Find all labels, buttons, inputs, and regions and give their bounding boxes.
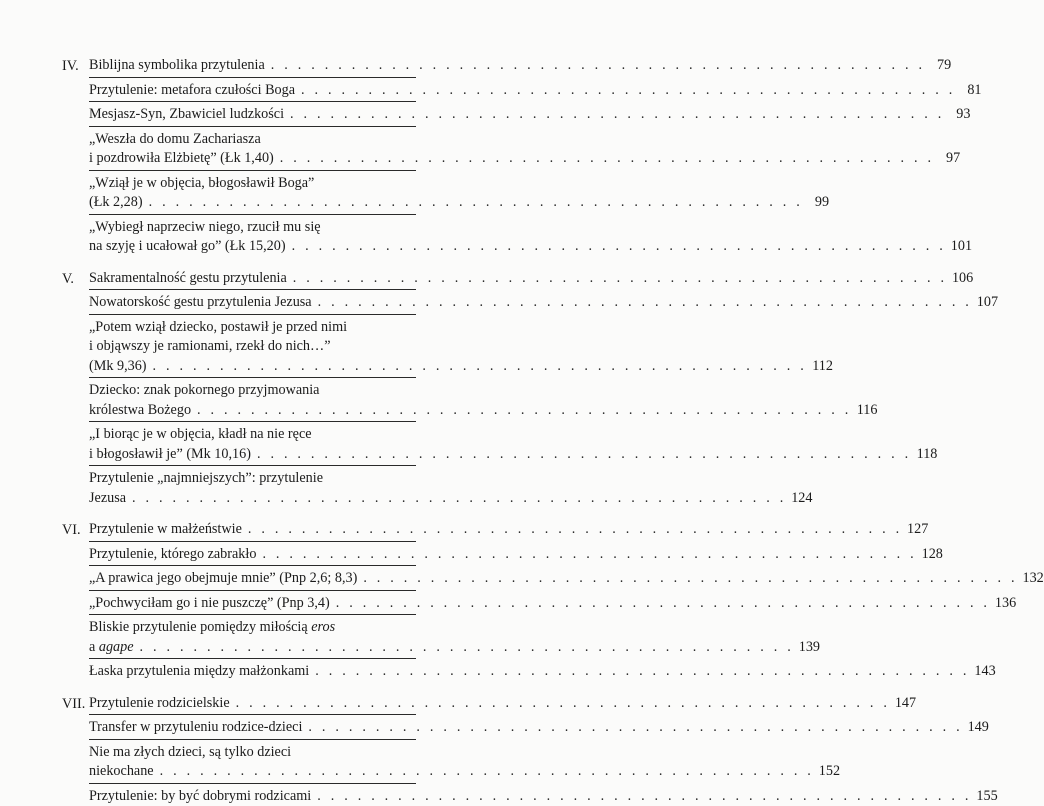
dot-leader: . . . . . . . . . . . . . . . . . . . . . . . . . . . . . . . . . . . . . . . . . . . . . . . . . — [317, 787, 971, 806]
chapter-title-row[interactable] — [89, 520, 416, 540]
entry-text: Jezusa — [89, 489, 126, 509]
page-number: 132 — [1022, 569, 1044, 589]
entry-text: „Weszła do domu Zachariasza — [89, 130, 416, 150]
divider — [89, 565, 416, 566]
page-number: 81 — [960, 81, 982, 101]
divider — [89, 289, 416, 290]
dot-leader: . . . . . . . . . . . . . . . . . . . . . . . . . . . . . . . . . . . . . . . . . . . . . . . . . — [336, 594, 990, 614]
entry-text: Nowatorskość gestu przytulenia Jezusa — [89, 293, 312, 313]
entry-text: Przytulenie rodzicielskie — [89, 694, 230, 714]
divider — [89, 377, 416, 378]
toc-entry[interactable] — [89, 718, 416, 738]
chapter-title-row[interactable] — [89, 56, 416, 76]
page-number: 99 — [807, 193, 829, 213]
dot-leader: . . . . . . . . . . . . . . . . . . . . . . . . . . . . . . . . . . . . . . . . . . . . . . . . . — [149, 193, 803, 213]
toc-entry[interactable] — [89, 218, 416, 257]
page-number: 155 — [976, 787, 998, 806]
divider — [89, 658, 416, 659]
page-number: 97 — [938, 149, 960, 169]
entry-text: „Wziął je w objęcia, błogosławił Boga” — [89, 174, 416, 194]
toc-chapter — [56, 56, 416, 257]
divider — [89, 783, 416, 784]
dot-leader: . . . . . . . . . . . . . . . . . . . . . . . . . . . . . . . . . . . . . . . . . . . . . . . . . — [363, 569, 1017, 589]
toc-entry[interactable] — [89, 174, 416, 213]
toc-entry[interactable] — [89, 130, 416, 169]
divider — [89, 170, 416, 171]
entry-text: Przytulenie: by być dobrymi rodzicami — [89, 787, 311, 806]
dot-leader: . . . . . . . . . . . . . . . . . . . . . . . . . . . . . . . . . . . . . . . . . . . . . . . . . — [280, 149, 934, 169]
page-number: 118 — [915, 445, 937, 465]
entry-text: Łaska przytulenia między małżonkami — [89, 662, 309, 682]
dot-leader: . . . . . . . . . . . . . . . . . . . . . . . . . . . . . . . . . . . . . . . . . . . . . . . . . — [301, 81, 955, 101]
entry-text: Transfer w przytuleniu rodzice-dzieci — [89, 718, 302, 738]
dot-leader: . . . . . . . . . . . . . . . . . . . . . . . . . . . . . . . . . . . . . . . . . . . . . . . . . — [140, 638, 794, 658]
toc-entry[interactable] — [89, 81, 416, 101]
toc-entry[interactable] — [89, 381, 416, 420]
dot-leader: . . . . . . . . . . . . . . . . . . . . . . . . . . . . . . . . . . . . . . . . . . . . . . . . . — [290, 105, 944, 125]
page-number: 149 — [967, 718, 989, 738]
toc-entry[interactable] — [89, 545, 416, 565]
page-number: 116 — [856, 401, 878, 421]
toc-chapter — [56, 694, 416, 806]
page-number: 136 — [994, 594, 1016, 614]
page-number: 124 — [790, 489, 812, 509]
entry-text: niekochane — [89, 762, 154, 782]
page-number: 152 — [818, 762, 840, 782]
chapter-numeral: V. — [62, 269, 88, 289]
table-of-contents — [56, 56, 416, 806]
entry-text: Nie ma złych dzieci, są tylko dzieci — [89, 743, 416, 763]
chapter-subsections — [89, 289, 416, 508]
dot-leader: . . . . . . . . . . . . . . . . . . . . . . . . . . . . . . . . . . . . . . . . . . . . . . . . . — [160, 762, 814, 782]
entry-text: Przytulenie w małżeństwie — [89, 520, 242, 540]
entry-text: Biblijna symbolika przytulenia — [89, 56, 265, 76]
page-number: 79 — [929, 56, 951, 76]
page-number: 127 — [906, 520, 928, 540]
entry-text: Przytulenie „najmniejszych”: przytulenie — [89, 469, 416, 489]
page-number: 139 — [798, 638, 820, 658]
dot-leader: . . . . . . . . . . . . . . . . . . . . . . . . . . . . . . . . . . . . . . . . . . . . . . . . . — [197, 401, 851, 421]
entry-text: a agape — [89, 638, 134, 658]
page-number: 128 — [921, 545, 943, 565]
dot-leader: . . . . . . . . . . . . . . . . . . . . . . . . . . . . . . . . . . . . . . . . . . . . . . . . . — [308, 718, 962, 738]
dot-leader: . . . . . . . . . . . . . . . . . . . . . . . . . . . . . . . . . . . . . . . . . . . . . . . . . — [153, 357, 807, 377]
chapter-numeral: IV. — [62, 56, 88, 76]
dot-leader: . . . . . . . . . . . . . . . . . . . . . . . . . . . . . . . . . . . . . . . . . . . . . . . . . — [315, 662, 969, 682]
toc-entry[interactable] — [89, 293, 416, 313]
dot-leader: . . . . . . . . . . . . . . . . . . . . . . . . . . . . . . . . . . . . . . . . . . . . . . . . . — [132, 489, 786, 509]
page-number: 112 — [811, 357, 833, 377]
toc-entry[interactable] — [89, 425, 416, 464]
chapter-subsections — [89, 714, 416, 806]
entry-text: i pozdrowiła Elżbietę” (Łk 1,40) — [89, 149, 274, 169]
toc-entry[interactable] — [89, 743, 416, 782]
divider — [89, 126, 416, 127]
page-number: 101 — [950, 237, 972, 257]
chapter-title-row[interactable] — [89, 269, 416, 289]
divider — [89, 714, 416, 715]
entry-text: na szyję i ucałował go” (Łk 15,20) — [89, 237, 286, 257]
toc-entry[interactable] — [89, 105, 416, 125]
divider — [89, 77, 416, 78]
toc-entry[interactable] — [89, 662, 416, 682]
entry-text: Mesjasz-Syn, Zbawiciel ludzkości — [89, 105, 284, 125]
entry-text: i objąwszy je ramionami, rzekł do nich…” — [89, 337, 416, 357]
dot-leader: . . . . . . . . . . . . . . . . . . . . . . . . . . . . . . . . . . . . . . . . . . . . . . . . . — [293, 269, 947, 289]
dot-leader: . . . . . . . . . . . . . . . . . . . . . . . . . . . . . . . . . . . . . . . . . . . . . . . . . — [292, 237, 946, 257]
chapter-title-row[interactable] — [89, 694, 416, 714]
entry-text: „A prawica jego obejmuje mnie” (Pnp 2,6; 8,3) — [89, 569, 357, 589]
entry-text: (Łk 2,28) — [89, 193, 143, 213]
toc-entry[interactable] — [89, 618, 416, 657]
divider — [89, 541, 416, 542]
entry-text: Dziecko: znak pokornego przyjmowania — [89, 381, 416, 401]
page-number: 93 — [948, 105, 970, 125]
chapter-subsections — [89, 77, 416, 257]
page-number: 107 — [976, 293, 998, 313]
entry-text: „Wybiegł naprzeciw niego, rzucił mu się — [89, 218, 416, 238]
chapter-numeral: VI. — [62, 520, 88, 540]
divider — [89, 465, 416, 466]
entry-text: Przytulenie, którego zabrakło — [89, 545, 256, 565]
divider — [89, 421, 416, 422]
divider — [89, 590, 416, 591]
divider — [89, 101, 416, 102]
entry-text: Przytulenie: metafora czułości Boga — [89, 81, 295, 101]
chapter-subsections — [89, 541, 416, 682]
dot-leader: . . . . . . . . . . . . . . . . . . . . . . . . . . . . . . . . . . . . . . . . . . . . . . . . . — [318, 293, 972, 313]
divider — [89, 614, 416, 615]
toc-entry[interactable] — [89, 787, 416, 806]
book-page — [0, 0, 478, 777]
toc-entry[interactable] — [89, 318, 416, 377]
dot-leader: . . . . . . . . . . . . . . . . . . . . . . . . . . . . . . . . . . . . . . . . . . . . . . . . . — [257, 445, 911, 465]
entry-text: „Pochwyciłam go i nie puszczę” (Pnp 3,4) — [89, 594, 330, 614]
page-number: 143 — [974, 662, 996, 682]
toc-chapter — [56, 520, 416, 682]
page-number: 147 — [894, 694, 916, 714]
divider — [89, 214, 416, 215]
entry-text: Sakramentalność gestu przytulenia — [89, 269, 287, 289]
chapter-numeral: VII. — [62, 694, 88, 714]
entry-text: królestwa Bożego — [89, 401, 191, 421]
toc-entry[interactable] — [89, 469, 416, 508]
toc-entry[interactable] — [89, 594, 416, 614]
entry-text: Bliskie przytulenie pomiędzy miłością eros — [89, 618, 416, 638]
page-number: 106 — [951, 269, 973, 289]
dot-leader: . . . . . . . . . . . . . . . . . . . . . . . . . . . . . . . . . . . . . . . . . . . . . . . . . — [271, 56, 925, 76]
toc-entry[interactable] — [89, 569, 416, 589]
entry-text: „I biorąc je w objęcia, kładł na nie ręce — [89, 425, 416, 445]
toc-chapter — [56, 269, 416, 509]
divider — [89, 314, 416, 315]
entry-text: i błogosławił je” (Mk 10,16) — [89, 445, 251, 465]
dot-leader: . . . . . . . . . . . . . . . . . . . . . . . . . . . . . . . . . . . . . . . . . . . . . . . . . — [262, 545, 916, 565]
entry-text: (Mk 9,36) — [89, 357, 147, 377]
entry-text: „Potem wziął dziecko, postawił je przed nimi — [89, 318, 416, 338]
dot-leader: . . . . . . . . . . . . . . . . . . . . . . . . . . . . . . . . . . . . . . . . . . . . . . . . . — [248, 520, 902, 540]
divider — [89, 739, 416, 740]
dot-leader: . . . . . . . . . . . . . . . . . . . . . . . . . . . . . . . . . . . . . . . . . . . . . . . . . — [236, 694, 890, 714]
